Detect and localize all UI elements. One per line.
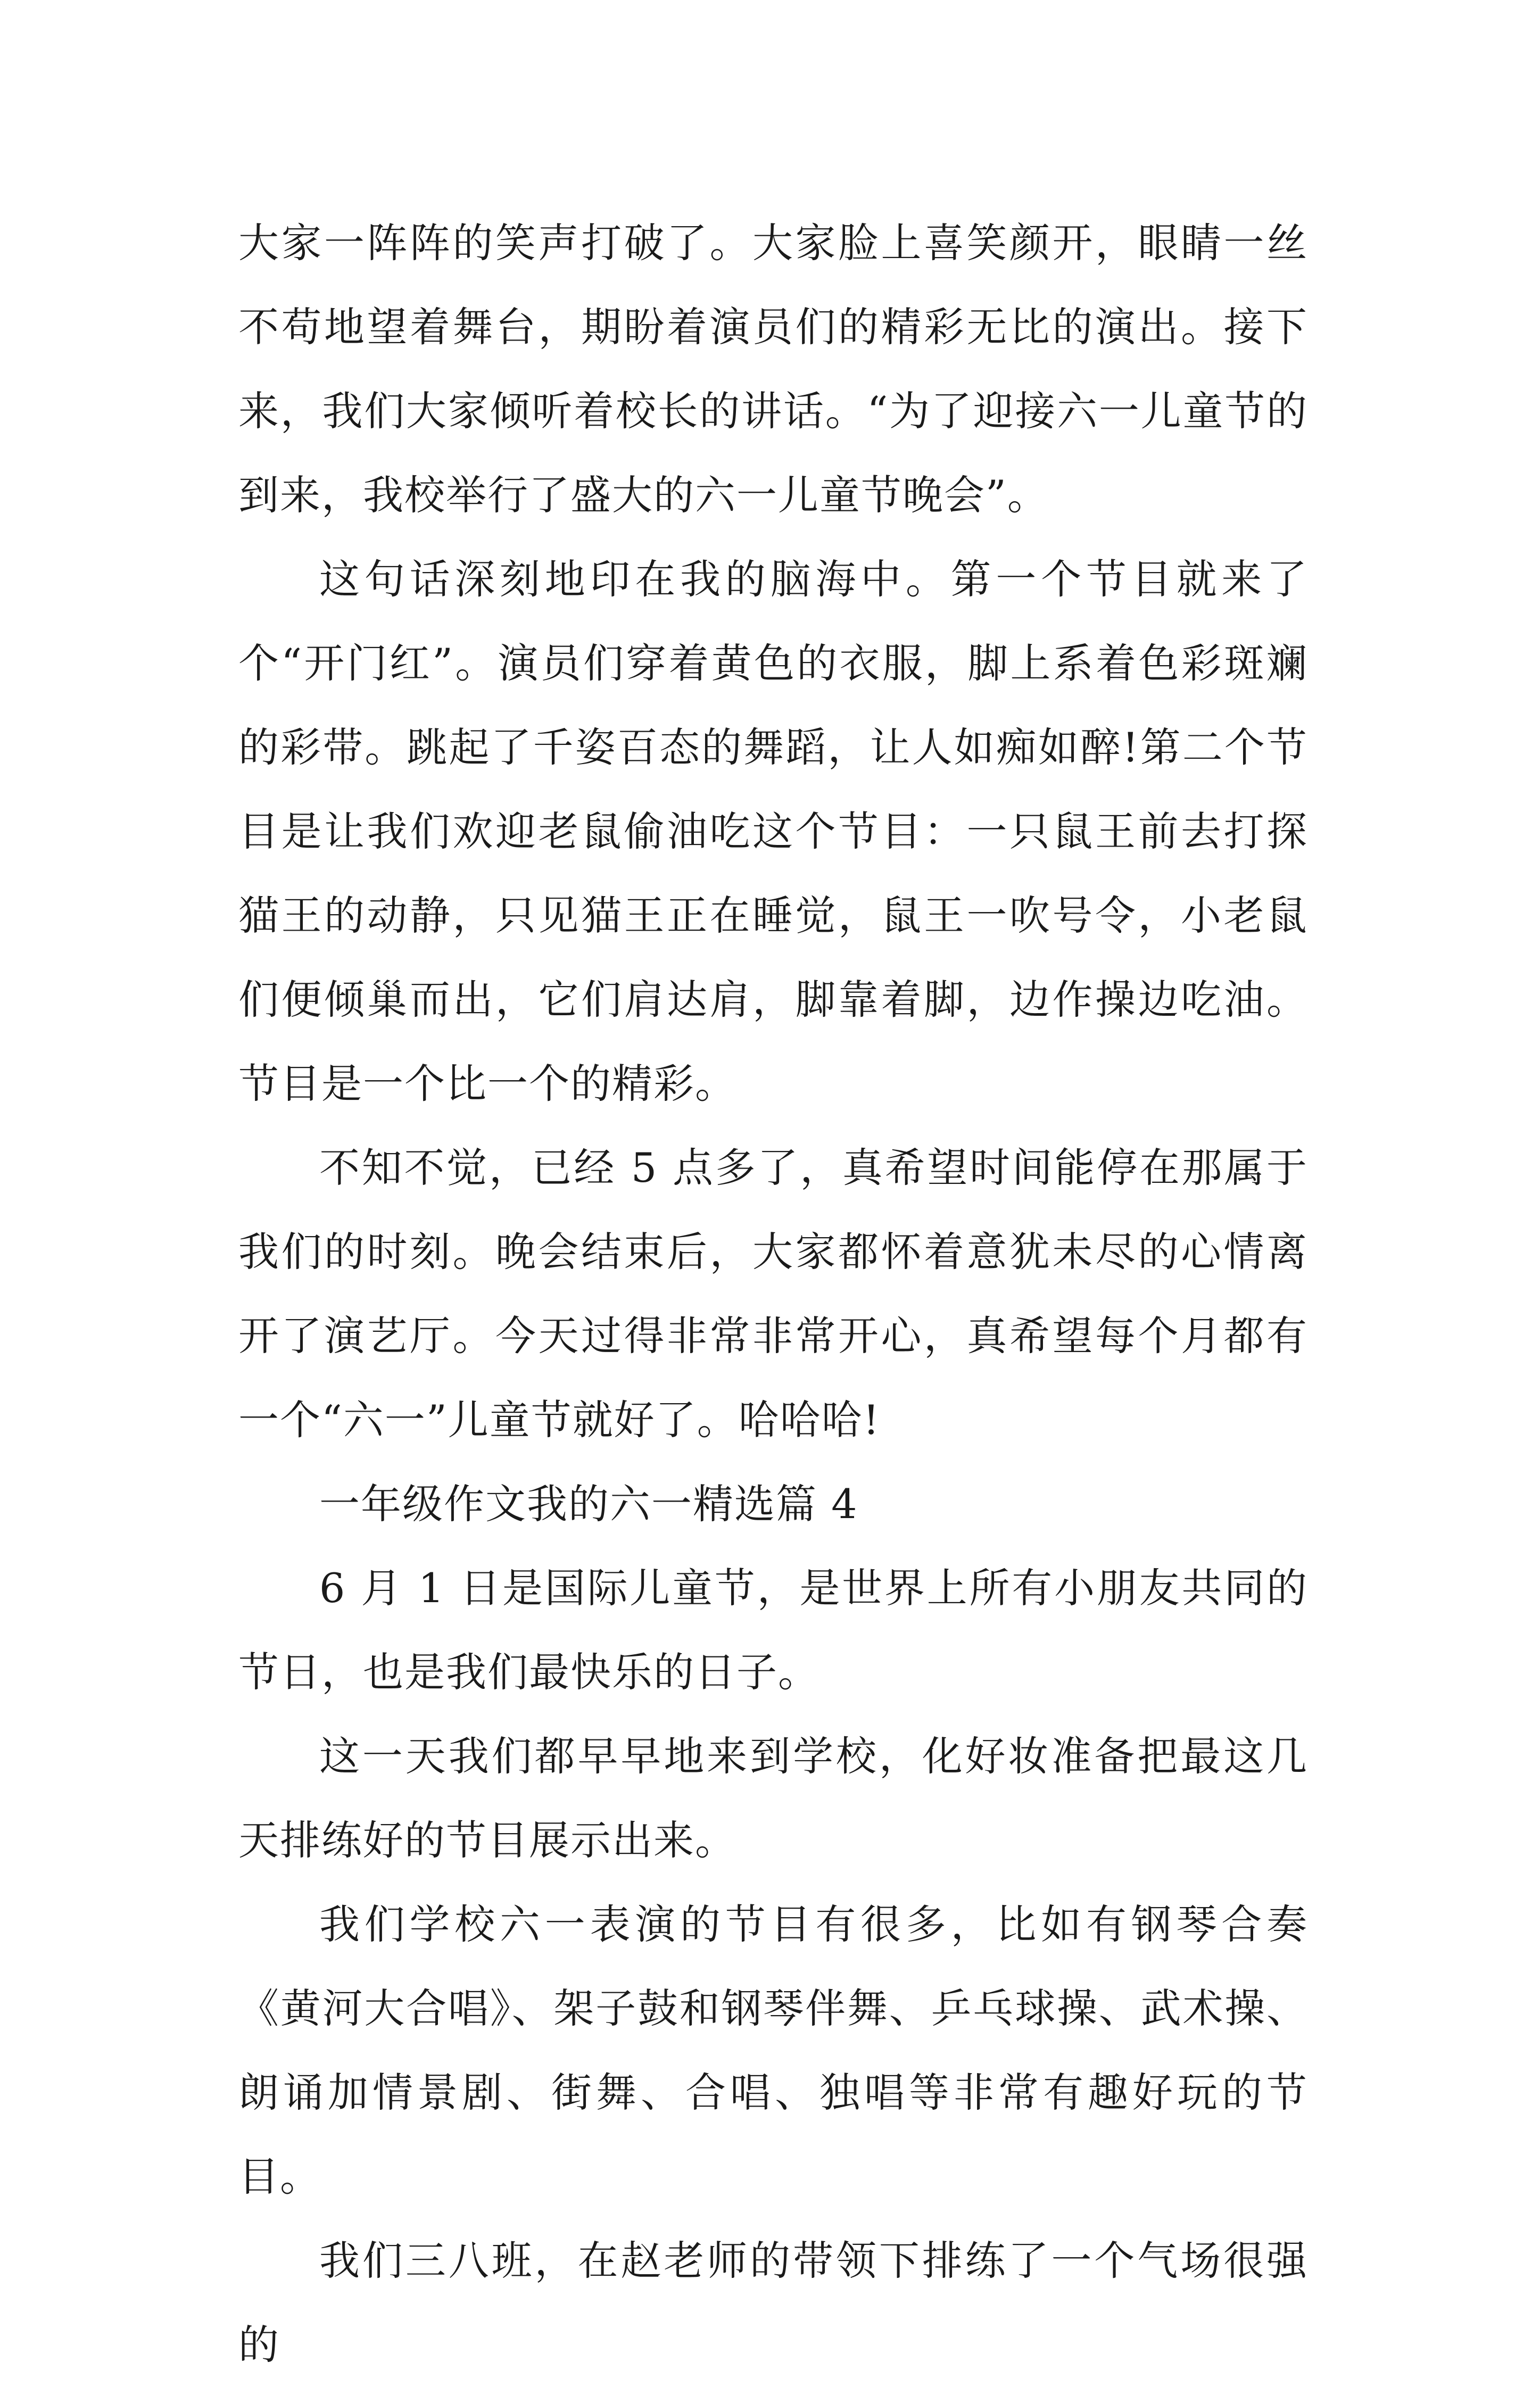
document-body xyxy=(238,201,1308,2387)
paragraph: 我们学校六一表演的节目有很多，比如有钢琴合奏《黄河大合唱》、架子鼓和钢琴伴舞、乒乓球操、武术操、朗诵加情景剧、街舞、合唱、独唱等非常有趣好玩的节目。 xyxy=(238,1901,1308,2200)
paragraph: 这句话深刻地印在我的脑海中。第一个节目就来了个“开门红”。演员们穿着黄色的衣服，脚上系着色彩斑斓的彩带。跳起了千姿百态的舞蹈，让人如痴如醉!第二个节目是让我们欢迎老鼠偷油吃这个节目：一只鼠王前去打探猫王的动静，只见猫王正在睡觉，鼠王一吹号令，小老鼠们便倾巢而出，它们肩达肩，脚靠着脚，边作操边吃油。节目是一个比一个的精彩。 xyxy=(238,556,1308,1107)
paragraph: 不知不觉，已经 5 点多了，真希望时间能停在那属于我们的时刻。晚会结束后，大家都怀着意犹未尽的心情离开了演艺厅。今天过得非常非常开心，真希望每个月都有一个“六一”儿童节就好了。哈哈哈! xyxy=(238,1144,1308,1444)
section-heading: 一年级作文我的六一精选篇 4 xyxy=(319,1480,858,1528)
paragraph: 这一天我们都早早地来到学校，化好妆准备把最这几天排练好的节目展示出来。 xyxy=(238,1733,1308,1864)
paragraph: 我们三八班，在赵老师的带领下排练了一个气场很强的 xyxy=(238,2237,1308,2368)
paragraph: 6 月 1 日是国际儿童节，是世界上所有小朋友共同的节日，也是我们最快乐的日子。 xyxy=(238,1564,1308,1696)
paragraph-continuation: 大家一阵阵的笑声打破了。大家脸上喜笑颜开，眼睛一丝不苟地望着舞台，期盼着演员们的精彩无比的演出。接下来，我们大家倾听着校长的讲话。“为了迎接六一儿童节的到来，我校举行了盛大的六一儿童节晚会”。 xyxy=(238,219,1308,519)
